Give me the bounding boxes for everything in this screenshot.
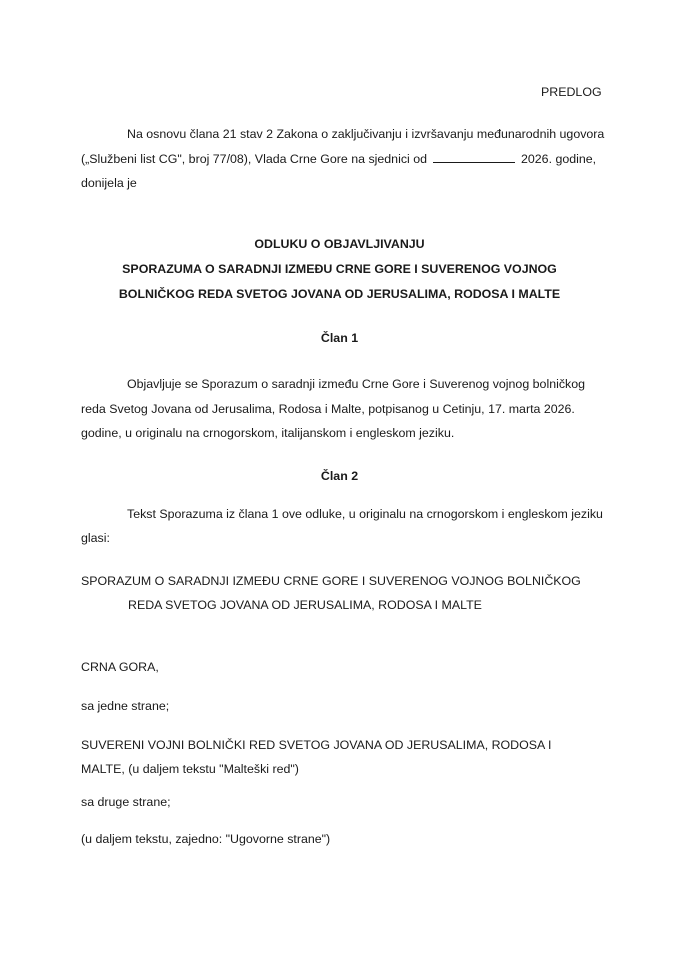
decision-title-line-3: BOLNIČKOG REDA SVETOG JOVANA OD JERUSALIMA, RODOSA I MALTE (118, 287, 561, 301)
article-1-line-2: reda Svetog Jovana od Jerusalima, Rodosa i Malte, potpisanog u Cetinju, 17. marta 2026. (81, 402, 575, 416)
article-1-line-1: Objavljuje se Sporazum o saradnji između Crne Gore i Suverenog vojnog bolničkog (127, 377, 586, 391)
article-1-heading: Član 1 (320, 331, 359, 345)
preamble-line-2b: 2026. godine, (521, 152, 597, 166)
party-1-side: sa jedne strane; (81, 699, 170, 713)
date-blank (433, 151, 515, 163)
preamble-line-2a: („Službeni list CG", broj 77/08), Vlada Crne Gore na sjednici od (81, 152, 427, 166)
decision-title-line-1: ODLUKU O OBJAVLJIVANJU (254, 237, 425, 251)
article-2-line-1: Tekst Sporazuma iz člana 1 ove odluke, u originalu na crnogorskom i engleskom jeziku (127, 507, 603, 521)
article-2-heading: Član 2 (320, 469, 359, 483)
agreement-title-line-1: SPORAZUM O SARADNJI IZMEĐU CRNE GORE I SUVERENOG VOJNOG BOLNIČKOG (81, 574, 581, 588)
preamble-line-1: Na osnovu člana 21 stav 2 Zakona o zaključivanju i izvršavanju međunarodnih ugovora (127, 127, 605, 141)
party-2-side: sa druge strane; (81, 795, 171, 809)
party-2-line-1: SUVERENI VOJNI BOLNIČKI RED SVETOG JOVANA OD JERUSALIMA, RODOSA I (81, 738, 552, 752)
article-1-line-3: godine, u originalu na crnogorskom, italijanskom i engleskom jeziku. (81, 426, 455, 440)
decision-title-line-2: SPORAZUMA O SARADNJI IZMEĐU CRNE GORE I SUVERENOG VOJNOG (122, 262, 557, 276)
preamble-line-2 (81, 151, 604, 167)
party-2-line-2: MALTE, (u daljem tekstu "Malteški red") (81, 762, 299, 776)
parties-together: (u daljem tekstu, zajedno: "Ugovorne strane") (81, 832, 331, 846)
proposal-label: PREDLOG (541, 85, 602, 99)
party-1-name: CRNA GORA, (81, 660, 159, 674)
article-2-line-2: glasi: (81, 531, 110, 545)
agreement-title-line-2: REDA SVETOG JOVANA OD JERUSALIMA, RODOSA I MALTE (128, 598, 482, 612)
preamble-line-3: donijela je (81, 176, 137, 190)
